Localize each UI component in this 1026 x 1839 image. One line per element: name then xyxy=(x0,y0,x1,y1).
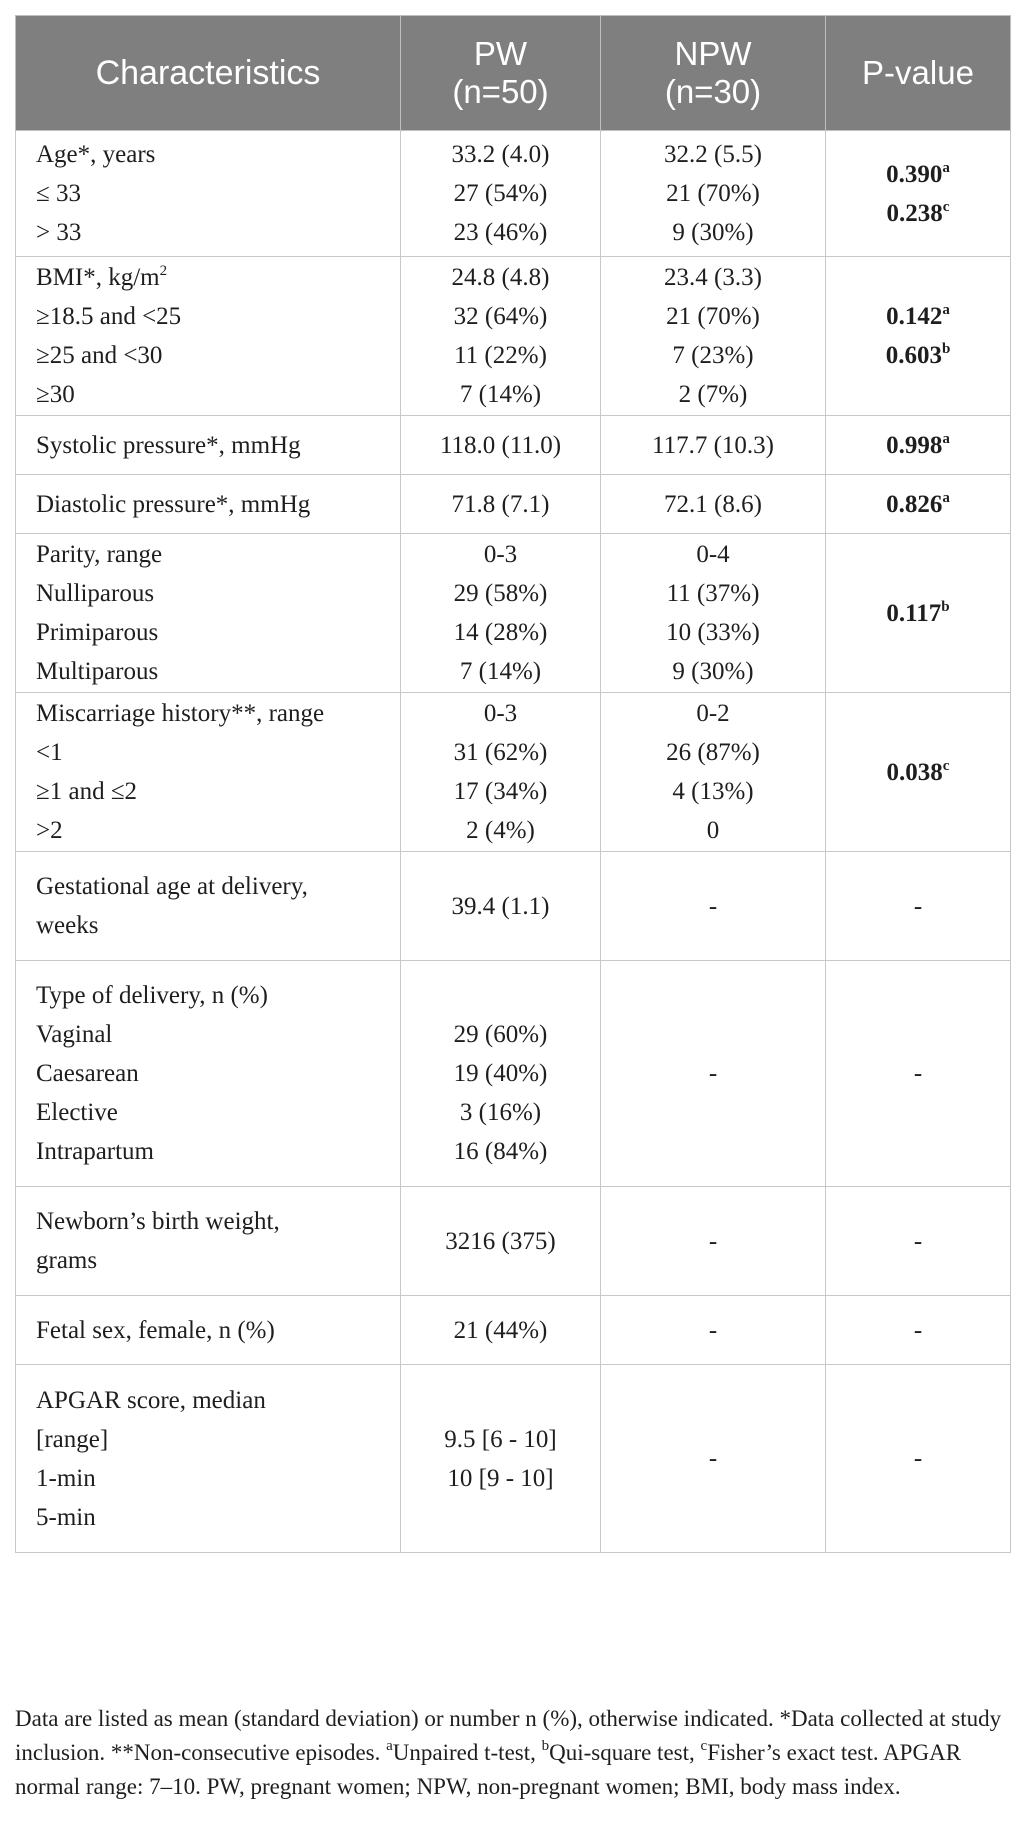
table-row-bmi xyxy=(16,257,1011,416)
age-p2-value: 0.238 xyxy=(886,199,943,227)
parity-p-value: 0.117 xyxy=(886,599,942,627)
table-row-birth-weight xyxy=(16,1187,1011,1296)
bmi-p2-value: 0.603 xyxy=(885,342,942,369)
fetalsex-label: Fetal sex, female, n (%) xyxy=(16,1296,401,1365)
gestational-npw: - xyxy=(601,852,826,961)
bmi-label-sup: 2 xyxy=(159,263,168,279)
gestational-label-line1: Gestational age at delivery, xyxy=(36,873,308,900)
parity-sub2: Primiparous xyxy=(36,619,159,646)
delivery-pw-sub3: 3 (16%) xyxy=(459,1099,542,1126)
footnote-text-c: Fisher’s exact test. APGAR normal range: 7–10. PW, pregnant women; NPW, non-pregnant women; BMI, body mass index. xyxy=(15,1740,962,1799)
apgar-pw-1min: 9.5 [6 - 10] xyxy=(444,1425,557,1453)
age-pvalue-1 xyxy=(826,155,1010,194)
apgar-sub1: 1-min xyxy=(36,1464,96,1492)
delivery-pw-cell xyxy=(401,961,601,1187)
gestational-pvalue: - xyxy=(826,852,1011,961)
age-npw-cell xyxy=(601,131,826,257)
header-row xyxy=(16,16,1011,131)
miscarriage-sub1: <1 xyxy=(36,739,63,766)
fetalsex-pvalue: - xyxy=(826,1296,1011,1365)
gestational-label-line2: weeks xyxy=(36,912,99,939)
apgar-sub2: 5-min xyxy=(36,1503,96,1531)
age-pvalue-cell xyxy=(826,131,1011,257)
age-p2-sup: c xyxy=(942,198,950,215)
footnote-text-b: Qui-square test, xyxy=(549,1740,701,1765)
gestational-pw: 39.4 (1.1) xyxy=(401,852,601,961)
miscarriage-pvalue-cell xyxy=(826,693,1011,852)
table-row-age xyxy=(16,131,1011,257)
table-row-apgar xyxy=(16,1365,1011,1553)
systolic-pvalue-cell xyxy=(826,416,1011,475)
apgar-npw: - xyxy=(601,1365,826,1553)
miscarriage-npw-sub3: 0 xyxy=(706,817,720,844)
apgar-label-cell xyxy=(16,1365,401,1553)
diastolic-label: Diastolic pressure*, mmHg xyxy=(16,475,401,534)
miscarriage-pw-cell xyxy=(401,693,601,852)
table-row-parity xyxy=(16,534,1011,693)
bmi-p1-sup: a xyxy=(942,302,950,318)
parity-pw-sub3: 7 (14%) xyxy=(459,658,542,685)
parity-npw-sub2: 10 (33%) xyxy=(666,619,760,646)
age-pw-sub1: 27 (54%) xyxy=(453,180,548,207)
parity-label: Parity, range xyxy=(36,541,163,568)
miscarriage-npw-range: 0-2 xyxy=(696,700,730,727)
age-npw-mean: 32.2 (5.5) xyxy=(664,141,762,168)
age-pw-sub2: 23 (46%) xyxy=(453,219,548,246)
systolic-label: Systolic pressure*, mmHg xyxy=(16,416,401,475)
characteristics-table xyxy=(15,15,1011,1553)
diastolic-p-sup: a xyxy=(942,489,950,506)
bmi-pw-sub1: 32 (64%) xyxy=(453,303,548,330)
delivery-pw-sub4: 16 (84%) xyxy=(453,1138,548,1165)
parity-npw-sub3: 9 (30%) xyxy=(672,658,754,685)
delivery-label-cell xyxy=(16,961,401,1187)
bmi-pw-sub2: 11 (22%) xyxy=(454,342,547,369)
parity-sub3: Multiparous xyxy=(36,658,159,685)
delivery-sub4: Intrapartum xyxy=(36,1138,155,1165)
bmi-pw-mean: 24.8 (4.8) xyxy=(451,264,550,291)
footnote-sup-a: a xyxy=(386,1738,393,1754)
miscarriage-npw-sub1: 26 (87%) xyxy=(666,739,760,766)
miscarriage-sub3: >2 xyxy=(36,817,63,844)
delivery-pw-spacer xyxy=(401,976,600,1015)
miscarriage-pw-range: 0-3 xyxy=(483,700,518,727)
delivery-pvalue: - xyxy=(826,961,1011,1187)
miscarriage-p-value: 0.038 xyxy=(886,758,943,786)
diastolic-npw: 72.1 (8.6) xyxy=(601,475,826,534)
delivery-sub1: Vaginal xyxy=(36,1021,113,1048)
age-label xyxy=(36,135,400,174)
fetalsex-npw: - xyxy=(601,1296,826,1365)
parity-npw-sub1: 11 (37%) xyxy=(666,580,760,607)
header-npw-count: (n=30) xyxy=(664,73,762,110)
table-row-diastolic xyxy=(16,475,1011,534)
miscarriage-label: Miscarriage history**, range xyxy=(36,700,325,727)
delivery-pw-sub1: 29 (60%) xyxy=(453,1021,548,1048)
header-npw-label: NPW xyxy=(674,35,752,72)
bmi-npw-sub3: 2 (7%) xyxy=(678,381,748,408)
miscarriage-pw-sub3: 2 (4%) xyxy=(466,817,535,844)
age-label-cell xyxy=(16,131,401,257)
table-header xyxy=(16,16,1011,131)
apgar-pw-5min: 10 [9 - 10] xyxy=(447,1464,554,1492)
delivery-label: Type of delivery, n (%) xyxy=(36,982,268,1009)
footnote-sup-c: c xyxy=(700,1738,708,1754)
age-p1-sup: a xyxy=(942,159,950,176)
header-pw-label: PW xyxy=(473,35,528,72)
parity-pvalue-cell xyxy=(826,534,1011,693)
parity-pw-sub1: 29 (58%) xyxy=(453,580,548,607)
diastolic-pvalue-cell xyxy=(826,475,1011,534)
miscarriage-pw-sub2: 17 (34%) xyxy=(453,778,548,805)
birthweight-pw: 3216 (375) xyxy=(401,1187,601,1296)
miscarriage-sub2: ≥1 and ≤2 xyxy=(36,778,138,805)
age-p1-value: 0.390 xyxy=(886,160,943,188)
parity-npw-cell xyxy=(601,534,826,693)
parity-pw-cell xyxy=(401,534,601,693)
birthweight-label-line1: Newborn’s birth weight, xyxy=(36,1208,280,1235)
footnote-sup-b: b xyxy=(541,1738,550,1754)
bmi-p2-sup: b xyxy=(941,341,951,357)
bmi-sub2: ≥25 and <30 xyxy=(36,342,163,369)
birthweight-npw: - xyxy=(601,1187,826,1296)
footnote-text-main: Data are listed as mean (standard deviation) or number n (%), otherwise indicated. *Data collected at study inclusion. **Non-consecutive episodes. xyxy=(15,1706,1002,1765)
bmi-pw-cell xyxy=(401,257,601,416)
parity-pw-range: 0-3 xyxy=(483,541,518,568)
bmi-label-suffix: *, kg/m xyxy=(83,264,160,291)
bmi-pvalue-cell xyxy=(826,257,1011,416)
delivery-npw: - xyxy=(601,961,826,1187)
header-pw-count: (n=50) xyxy=(452,73,549,110)
table-footnote xyxy=(15,1702,1010,1804)
delivery-sub2: Caesarean xyxy=(36,1060,139,1087)
miscarriage-npw-cell xyxy=(601,693,826,852)
delivery-pw-sub2: 19 (40%) xyxy=(453,1060,548,1087)
header-pw xyxy=(401,16,601,131)
bmi-label-cell xyxy=(16,257,401,416)
systolic-p-sup: a xyxy=(942,430,950,447)
bmi-p1-value: 0.142 xyxy=(886,303,943,330)
miscarriage-pw-sub1: 31 (62%) xyxy=(453,739,548,766)
table-row-delivery-type xyxy=(16,961,1011,1187)
miscarriage-npw-sub2: 4 (13%) xyxy=(672,778,754,805)
bmi-npw-cell xyxy=(601,257,826,416)
bmi-label-main: BMI xyxy=(36,264,84,291)
table-row-systolic xyxy=(16,416,1011,475)
miscarriage-p-sup: c xyxy=(942,757,950,774)
bmi-sub1: ≥18.5 and <25 xyxy=(36,303,182,330)
table-row-miscarriage xyxy=(16,693,1011,852)
bmi-pvalue-2 xyxy=(826,336,1010,375)
diastolic-pw: 71.8 (7.1) xyxy=(401,475,601,534)
age-label-main: Age xyxy=(36,141,78,168)
parity-npw-range: 0-4 xyxy=(696,541,730,568)
birthweight-label-cell xyxy=(16,1187,401,1296)
header-pvalue: P-value xyxy=(826,16,1011,131)
age-pw-mean: 33.2 (4.0) xyxy=(451,141,550,168)
diastolic-p-value: 0.826 xyxy=(886,490,943,518)
apgar-pw-cell xyxy=(401,1365,601,1553)
apgar-label-line2: [range] xyxy=(36,1425,109,1453)
age-npw-sub1: 21 (70%) xyxy=(666,180,760,207)
bmi-sub3: ≥30 xyxy=(36,381,75,408)
age-sub2: > 33 xyxy=(36,219,82,246)
apgar-pvalue: - xyxy=(826,1365,1011,1553)
table-row-gestational-age xyxy=(16,852,1011,961)
fetalsex-pw: 21 (44%) xyxy=(401,1296,601,1365)
bmi-label xyxy=(36,258,400,297)
miscarriage-label-cell xyxy=(16,693,401,852)
birthweight-pvalue: - xyxy=(826,1187,1011,1296)
age-npw-sub2: 9 (30%) xyxy=(672,219,754,246)
footnote-text-a: Unpaired t-test, xyxy=(392,1740,542,1765)
parity-label-cell xyxy=(16,534,401,693)
bmi-npw-mean: 23.4 (3.3) xyxy=(664,264,762,291)
systolic-npw: 117.7 (10.3) xyxy=(601,416,826,475)
bmi-pvalue-1 xyxy=(826,297,1010,336)
age-label-suffix: *, years xyxy=(77,141,156,168)
table-row-fetal-sex xyxy=(16,1296,1011,1365)
header-characteristics: Characteristics xyxy=(16,16,401,131)
systolic-pw: 118.0 (11.0) xyxy=(401,416,601,475)
age-pvalue-2 xyxy=(826,194,1010,233)
age-pw-cell xyxy=(401,131,601,257)
apgar-label-line1: APGAR score, median xyxy=(36,1386,266,1414)
systolic-p-value: 0.998 xyxy=(886,431,943,459)
bmi-pw-sub3: 7 (14%) xyxy=(459,381,542,408)
header-npw xyxy=(601,16,826,131)
parity-p-sup: b xyxy=(941,598,950,615)
bmi-npw-sub1: 21 (70%) xyxy=(666,303,760,330)
parity-sub1: Nulliparous xyxy=(36,580,155,607)
age-sub1: ≤ 33 xyxy=(36,180,81,207)
parity-pw-sub2: 14 (28%) xyxy=(453,619,548,646)
bmi-npw-sub2: 7 (23%) xyxy=(672,342,754,369)
birthweight-label-line2: grams xyxy=(36,1247,98,1274)
delivery-sub3: Elective xyxy=(36,1099,118,1126)
gestational-label-cell xyxy=(16,852,401,961)
